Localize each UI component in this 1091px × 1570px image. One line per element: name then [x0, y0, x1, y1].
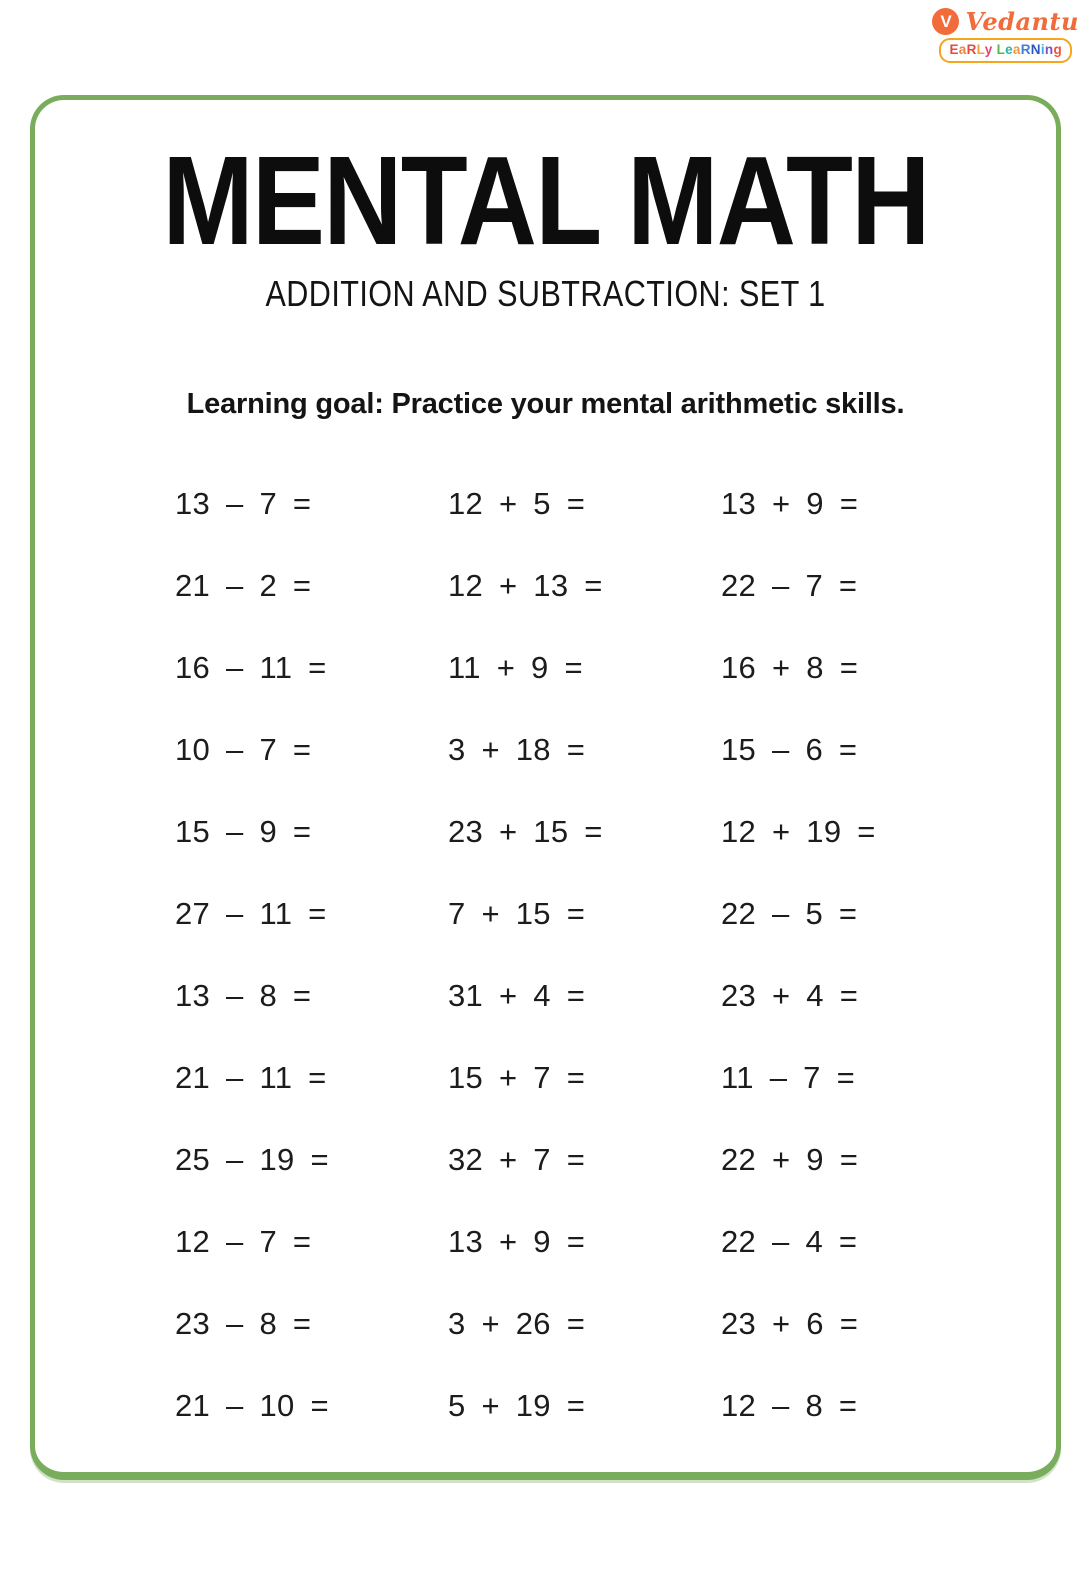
problems-column-1	[175, 463, 448, 1447]
tagline-letter: g	[1053, 42, 1063, 57]
math-problem: 12 + 5 =	[448, 485, 586, 521]
math-problem: 10 – 7 =	[175, 731, 312, 767]
math-problem: 23 – 8 =	[175, 1305, 312, 1341]
tagline-letter: i	[1040, 42, 1045, 57]
math-problem: 3 + 18 =	[448, 731, 586, 767]
learning-goal-text: Learning goal: Practice your mental arithmetic skills.	[186, 387, 905, 420]
math-problem: 22 – 4 =	[721, 1223, 858, 1259]
math-problem: 13 – 7 =	[175, 485, 312, 521]
math-problem: 25 – 19 =	[175, 1141, 329, 1177]
vedantu-v-icon: V	[932, 8, 959, 35]
math-problem: 16 + 8 =	[721, 649, 859, 685]
math-problem: 12 + 19 =	[721, 813, 876, 849]
math-problem: 22 – 5 =	[721, 895, 858, 931]
math-problem: 21 – 10 =	[175, 1387, 329, 1423]
problems-column-2	[448, 463, 721, 1447]
tagline-letter: L	[996, 42, 1006, 57]
tagline-letter: L	[976, 42, 985, 57]
tagline-letter: R	[966, 42, 977, 57]
vedantu-brand-text: Vedantu	[965, 7, 1079, 36]
tagline-letter: a	[958, 42, 967, 57]
math-problem: 22 – 7 =	[721, 567, 858, 603]
math-problem: 23 + 4 =	[721, 977, 859, 1013]
math-problem: 13 – 8 =	[175, 977, 312, 1013]
math-problem: 13 + 9 =	[448, 1223, 586, 1259]
math-problem: 23 + 15 =	[448, 813, 603, 849]
math-problem: 5 + 19 =	[448, 1387, 586, 1423]
tagline-letter: y	[984, 42, 993, 57]
tagline-letter: E	[949, 42, 959, 57]
worksheet-subtitle: ADDITION AND SUBTRACTION: SET 1	[265, 273, 826, 315]
math-problem: 15 + 7 =	[448, 1059, 586, 1095]
math-problem: 16 – 11 =	[175, 649, 327, 685]
math-problem: 22 + 9 =	[721, 1141, 859, 1177]
math-problem: 11 + 9 =	[448, 649, 583, 685]
math-problem: 21 – 11 =	[175, 1059, 327, 1095]
worksheet-title: MENTAL MATH	[162, 130, 929, 271]
tagline-letter: R	[1020, 42, 1031, 57]
early-learning-badge	[939, 38, 1072, 63]
math-problem: 23 + 6 =	[721, 1305, 859, 1341]
problems-column-3	[721, 463, 994, 1447]
worksheet-card	[30, 95, 1061, 1480]
tagline-letter: a	[1012, 42, 1021, 57]
problems-grid	[35, 463, 1056, 1447]
math-problem: 21 – 2 =	[175, 567, 312, 603]
tagline-letter: N	[1030, 42, 1041, 57]
math-problem: 12 – 8 =	[721, 1387, 858, 1423]
tagline-letter: e	[1005, 42, 1013, 57]
tagline-letter: n	[1044, 42, 1054, 57]
math-problem: 12 – 7 =	[175, 1223, 312, 1259]
math-problem: 31 + 4 =	[448, 977, 586, 1013]
math-problem: 15 – 9 =	[175, 813, 312, 849]
math-problem: 3 + 26 =	[448, 1305, 586, 1341]
math-problem: 15 – 6 =	[721, 731, 858, 767]
math-problem: 7 + 15 =	[448, 895, 586, 931]
math-problem: 32 + 7 =	[448, 1141, 586, 1177]
math-problem: 11 – 7 =	[721, 1059, 856, 1095]
vedantu-logo-row	[932, 7, 1079, 36]
math-problem: 12 + 13 =	[448, 567, 603, 603]
math-problem: 13 + 9 =	[721, 485, 859, 521]
vedantu-logo	[932, 7, 1079, 63]
math-problem: 27 – 11 =	[175, 895, 327, 931]
